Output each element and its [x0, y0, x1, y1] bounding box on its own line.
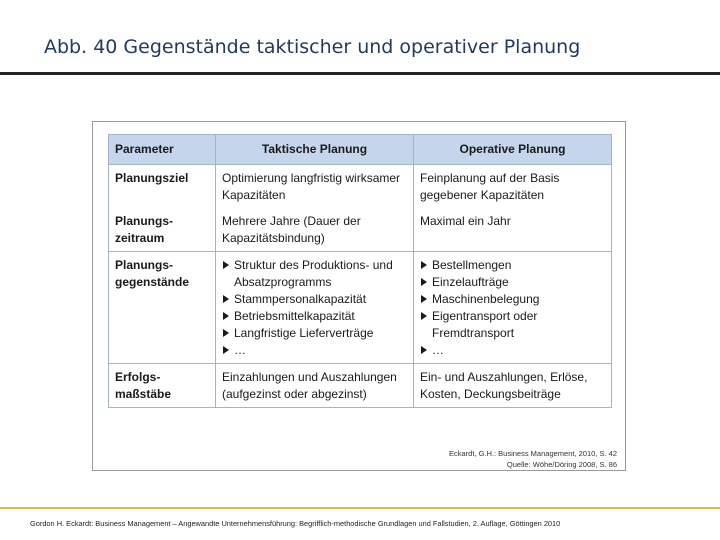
triangle-bullet-icon — [223, 295, 229, 303]
list-item — [420, 308, 605, 342]
list-item-text: … — [234, 343, 246, 357]
list-item — [222, 325, 407, 342]
figure-frame — [92, 121, 626, 471]
source-line-1: Eckardt, G.H.: Business Management, 2010, S. 42 — [448, 449, 617, 458]
source-line-2: Quelle: Wöhe/Döring 2008, S. 86 — [506, 460, 617, 469]
list-item-text: Eigentransport oder Fremdtransport — [432, 309, 538, 340]
triangle-bullet-icon — [223, 329, 229, 337]
table-row — [109, 364, 612, 408]
list-item — [222, 257, 407, 291]
param-planungszeitraum: Planungs-zeitraum — [109, 208, 216, 252]
list-item-text: Stammpersonalkapazität — [234, 292, 367, 306]
triangle-bullet-icon — [421, 261, 427, 269]
list-item — [420, 291, 605, 308]
list-item — [222, 342, 407, 359]
table-row — [109, 208, 612, 252]
list-item-text: Maschinenbelegung — [432, 292, 540, 306]
header-operative-planung: Operative Planung — [414, 135, 612, 165]
list-item — [420, 342, 605, 359]
list-item-text: Bestellmengen — [432, 258, 512, 272]
table-row — [109, 252, 612, 364]
list-item-text: … — [432, 343, 444, 357]
triangle-bullet-icon — [223, 346, 229, 354]
cell-taktisch-planungszeitraum: Mehrere Jahre (Dauer der Kapazitätsbindung) — [216, 208, 414, 252]
cell-operativ-planungszeitraum: Maximal ein Jahr — [414, 208, 612, 252]
cell-taktisch-planungsgegenstaende — [216, 252, 414, 364]
footer-rule — [0, 507, 720, 509]
cell-taktisch-erfolgsmassstaebe: Einzahlungen und Auszahlungen (aufgezinst oder abgezinst) — [216, 364, 414, 408]
title-rule — [0, 72, 720, 75]
cell-operativ-planungsziel: Feinplanung auf der Basis gegebener Kapazitäten — [414, 165, 612, 209]
list-item-text: Betriebsmittelkapazität — [234, 309, 355, 323]
list-item — [222, 308, 407, 325]
table-row — [109, 165, 612, 209]
header-parameter: Parameter — [109, 135, 216, 165]
cell-operativ-planungsgegenstaende — [414, 252, 612, 364]
triangle-bullet-icon — [421, 278, 427, 286]
planning-table — [108, 134, 612, 408]
list-item — [420, 257, 605, 274]
cell-taktisch-planungsziel: Optimierung langfristig wirksamer Kapazitäten — [216, 165, 414, 209]
footer-citation: Gordon H. Eckardt: Business Management – Angewandte Unternehmensführung: Begrifflich-methodische Grundlagen und Fallstudien, 2. Auflage, Göttingen 2010 — [30, 519, 561, 528]
list-item-text: Einzelaufträge — [432, 275, 509, 289]
slide-title: Abb. 40 Gegenstände taktischer und operativer Planung — [44, 36, 581, 58]
param-planungsziel: Planungsziel — [109, 165, 216, 209]
triangle-bullet-icon — [223, 261, 229, 269]
list-item — [420, 274, 605, 291]
triangle-bullet-icon — [421, 346, 427, 354]
operativ-bullet-list — [420, 257, 605, 359]
triangle-bullet-icon — [421, 295, 427, 303]
list-item-text: Langfristige Lieferverträge — [234, 326, 374, 340]
param-planungsgegenstaende: Planungs-gegenstände — [109, 252, 216, 364]
source-citation — [449, 448, 617, 470]
cell-operativ-erfolgsmassstaebe: Ein- und Auszahlungen, Erlöse, Kosten, Deckungsbeiträge — [414, 364, 612, 408]
list-item-text: Struktur des Produktions- und Absatzprogramms — [234, 258, 393, 289]
taktisch-bullet-list — [222, 257, 407, 359]
triangle-bullet-icon — [421, 312, 427, 320]
header-taktische-planung: Taktische Planung — [216, 135, 414, 165]
list-item — [222, 291, 407, 308]
table-header-row — [109, 135, 612, 165]
param-erfolgsmassstaebe: Erfolgs-maßstäbe — [109, 364, 216, 408]
triangle-bullet-icon — [223, 312, 229, 320]
